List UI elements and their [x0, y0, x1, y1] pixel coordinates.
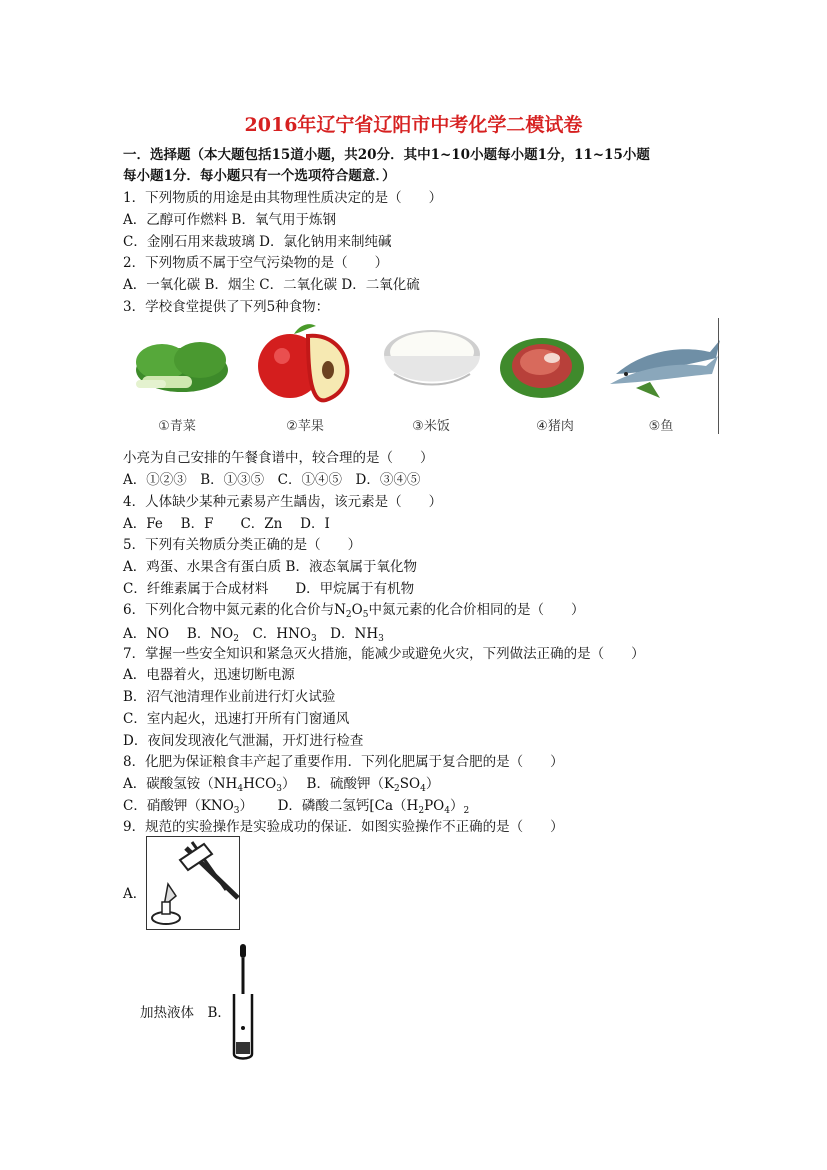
food-image-row — [122, 318, 720, 434]
food-caption: ⑤鱼 — [648, 419, 674, 434]
q2-stem: 2．下列物质不属于空气污染物的是（ ） — [123, 255, 389, 271]
section-header-line2: 每小题1分．每小题只有一个选项符合题意．） — [123, 168, 396, 184]
image-border — [718, 318, 719, 434]
rice-bowl-illustration — [376, 318, 492, 408]
q1-options-ab: A．乙醇可作燃料 B．氧气用于炼钢 — [123, 212, 336, 228]
q5-stem: 5．下列有关物质分类正确的是（ ） — [123, 537, 362, 553]
food-caption: ④猪肉 — [536, 419, 574, 434]
food-caption: ③米饭 — [412, 419, 450, 434]
q8-options-cd: C．硝酸钾$(KNO_3)$ D．磷酸二氢钙[$Ca(H_2PO_4)_2$ — [123, 798, 470, 816]
section-header-line1: 一．选择题（本大题包括15道小题，共20分．其中1~10小题每小题1分，11~15小题 — [123, 147, 650, 163]
q4-options: A．Fe B．F C．Zn D．I — [123, 516, 330, 532]
page-title: 2016年辽宁省辽阳市中考化学二模试卷 — [244, 114, 583, 136]
q7-option-c: C．室内起火，迅速打开所有门窗通风 — [123, 711, 350, 727]
bok-choy-illustration — [122, 318, 238, 408]
food-item-apple — [250, 318, 370, 434]
q7-option-a: A．电器着火，迅速切断电源 — [123, 667, 295, 683]
q1-stem: 1．下列物质的用途是由其物理性质决定的是（ ） — [123, 190, 443, 206]
q1-options-cd: C．金刚石用来裁玻璃 D．氯化钠用来制纯碱 — [123, 234, 392, 250]
q9-option-a-label: A． — [123, 886, 147, 902]
q6-stem: 6．下列化合物中氮元素的化合价与$N_2O_5$中氮元素的化合价相同的是（ ） — [123, 602, 585, 620]
food-item-greens — [122, 318, 242, 434]
food-item-rice — [376, 318, 496, 434]
q8-options-ab: A．碳酸氢铵$(NH_4HCO_3)$ B．硫酸钾$(K_2SO_4)$ — [123, 776, 440, 794]
q7-option-b: B．沼气池清理作业前进行灯火试验 — [123, 689, 336, 705]
food-item-pork — [500, 318, 620, 434]
food-item-fish — [606, 318, 726, 434]
fish-illustration — [606, 318, 722, 408]
q3-question: 小亮为自己安排的午餐食谱中，较合理的是（ ） — [123, 450, 434, 466]
q4-stem: 4．人体缺少某种元素易产生龋齿，该元素是（ ） — [123, 494, 443, 510]
q6-options: A．NO B．$NO_2$ C．$HNO_3$ D．$NH_3$ — [123, 626, 384, 644]
q7-stem: 7．掌握一些安全知识和紧急灭火措施，能减少或避免火灾，下列做法正确的是（ ） — [123, 646, 645, 662]
pork-illustration — [500, 318, 616, 408]
q5-options-ab: A．鸡蛋、水果含有蛋白质 B．液态氧属于氧化物 — [123, 559, 417, 575]
dropper-test-tube-illustration — [230, 944, 256, 1060]
heating-test-tube-illustration — [146, 836, 240, 930]
q9-stem: 9．规范的实验操作是实验成功的保证．如图实验操作不正确的是（ ） — [123, 819, 564, 835]
q2-options: A．一氧化碳 B．烟尘 C．二氧化碳 D．二氧化硫 — [123, 277, 420, 293]
food-caption: ②苹果 — [286, 419, 324, 434]
q5-options-cd: C．纤维素属于合成材料 D．甲烷属于有机物 — [123, 581, 415, 597]
q8-stem: 8．化肥为保证粮食丰产起了重要作用．下列化肥属于复合肥的是（ ） — [123, 754, 564, 770]
q3-stem: 3．学校食堂提供了下列5种食物： — [123, 299, 330, 315]
food-caption: ①青菜 — [158, 419, 196, 434]
apple-illustration — [250, 318, 366, 408]
q3-options: A．①②③ B．①③⑤ C．①④⑤ D．③④⑤ — [123, 472, 421, 488]
q7-option-d: D．夜间发现液化气泄漏，开灯进行检查 — [123, 733, 364, 749]
q9-option-b-label: 加热液体 B． — [140, 1005, 231, 1021]
